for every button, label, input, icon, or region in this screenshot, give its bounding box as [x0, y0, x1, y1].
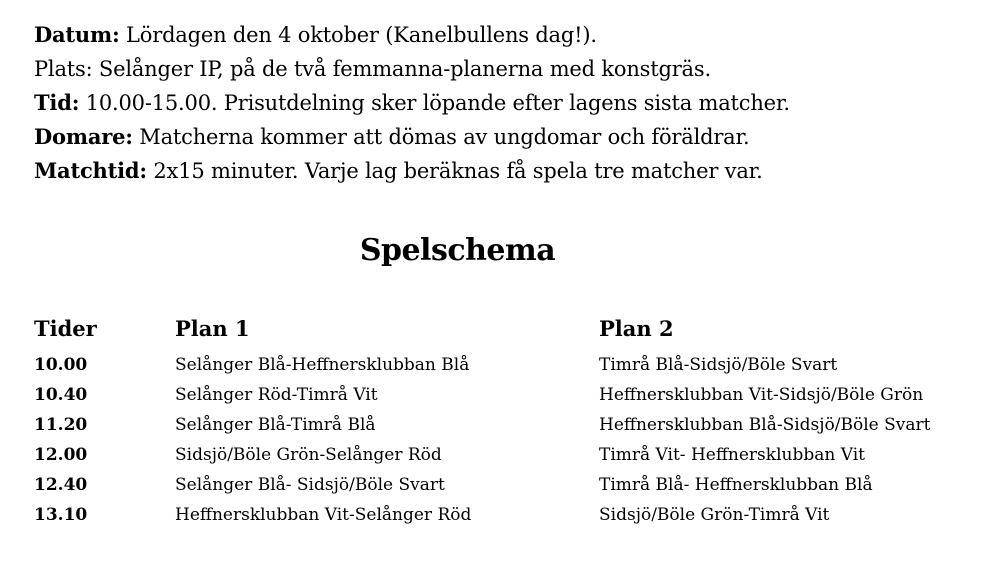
domare-label: Domare:: [34, 124, 133, 149]
row-plan1-match: Heffnersklubban Vit-Selånger Röd: [175, 505, 472, 525]
tid-label: Tid:: [34, 90, 80, 115]
schedule-heading: Spelschema: [359, 233, 556, 268]
event-info: [34, 18, 790, 188]
row-plan2-match: Timrå Vit- Heffnersklubban Vit: [599, 445, 865, 465]
row-time: 10.00: [34, 355, 88, 375]
row-time: 11.20: [34, 415, 88, 435]
matchtid-label: Matchtid:: [34, 158, 147, 183]
row-plan2-match: Timrå Blå- Heffnersklubban Blå: [599, 475, 873, 495]
row-plan1-match: Sidsjö/Böle Grön-Selånger Röd: [175, 445, 442, 465]
header-plan2: Plan 2: [599, 316, 674, 341]
schedule-table: [34, 316, 994, 530]
info-line-domare: [34, 120, 790, 154]
matchtid-text: 2x15 minuter. Varje lag beräknas få spela tre matcher var.: [146, 159, 763, 183]
table-row: [34, 440, 994, 470]
row-time: 13.10: [34, 505, 88, 525]
row-plan1-match: Selånger Blå-Heffnersklubban Blå: [175, 355, 470, 375]
table-row: [34, 470, 994, 500]
info-line-plats: [34, 52, 790, 86]
table-row: [34, 500, 994, 530]
header-plan1: Plan 1: [175, 316, 250, 341]
row-plan2-match: Timrå Blå-Sidsjö/Böle Svart: [599, 355, 838, 375]
row-time: 10.40: [34, 385, 88, 405]
row-plan1-match: Selånger Blå- Sidsjö/Böle Svart: [175, 475, 445, 495]
row-plan1-match: Selånger Blå-Timrå Blå: [175, 415, 376, 435]
row-time: 12.00: [34, 445, 88, 465]
row-plan1-match: Selånger Röd-Timrå Vit: [175, 385, 378, 405]
datum-label: Datum:: [34, 22, 120, 47]
plats-text: Plats: Selånger IP, på de två femmanna-planerna med konstgräs.: [34, 57, 711, 81]
row-plan2-match: Heffnersklubban Blå-Sidsjö/Böle Svart: [599, 415, 931, 435]
row-plan2-match: Sidsjö/Böle Grön-Timrå Vit: [599, 505, 830, 525]
tid-text: 10.00-15.00. Prisutdelning sker löpande efter lagens sista matcher.: [79, 91, 790, 115]
table-row: [34, 410, 994, 440]
info-line-datum: [34, 18, 790, 52]
row-plan2-match: Heffnersklubban Vit-Sidsjö/Böle Grön: [599, 385, 924, 405]
table-row: [34, 350, 994, 380]
datum-text: Lördagen den 4 oktober (Kanelbullens dag!).: [119, 23, 597, 47]
info-line-tid: [34, 86, 790, 120]
info-line-matchtid: [34, 154, 790, 188]
domare-text: Matcherna kommer att dömas av ungdomar och föräldrar.: [132, 125, 750, 149]
row-time: 12.40: [34, 475, 88, 495]
schedule-header-row: [34, 316, 994, 350]
table-row: [34, 380, 994, 410]
header-time: Tider: [34, 316, 97, 341]
